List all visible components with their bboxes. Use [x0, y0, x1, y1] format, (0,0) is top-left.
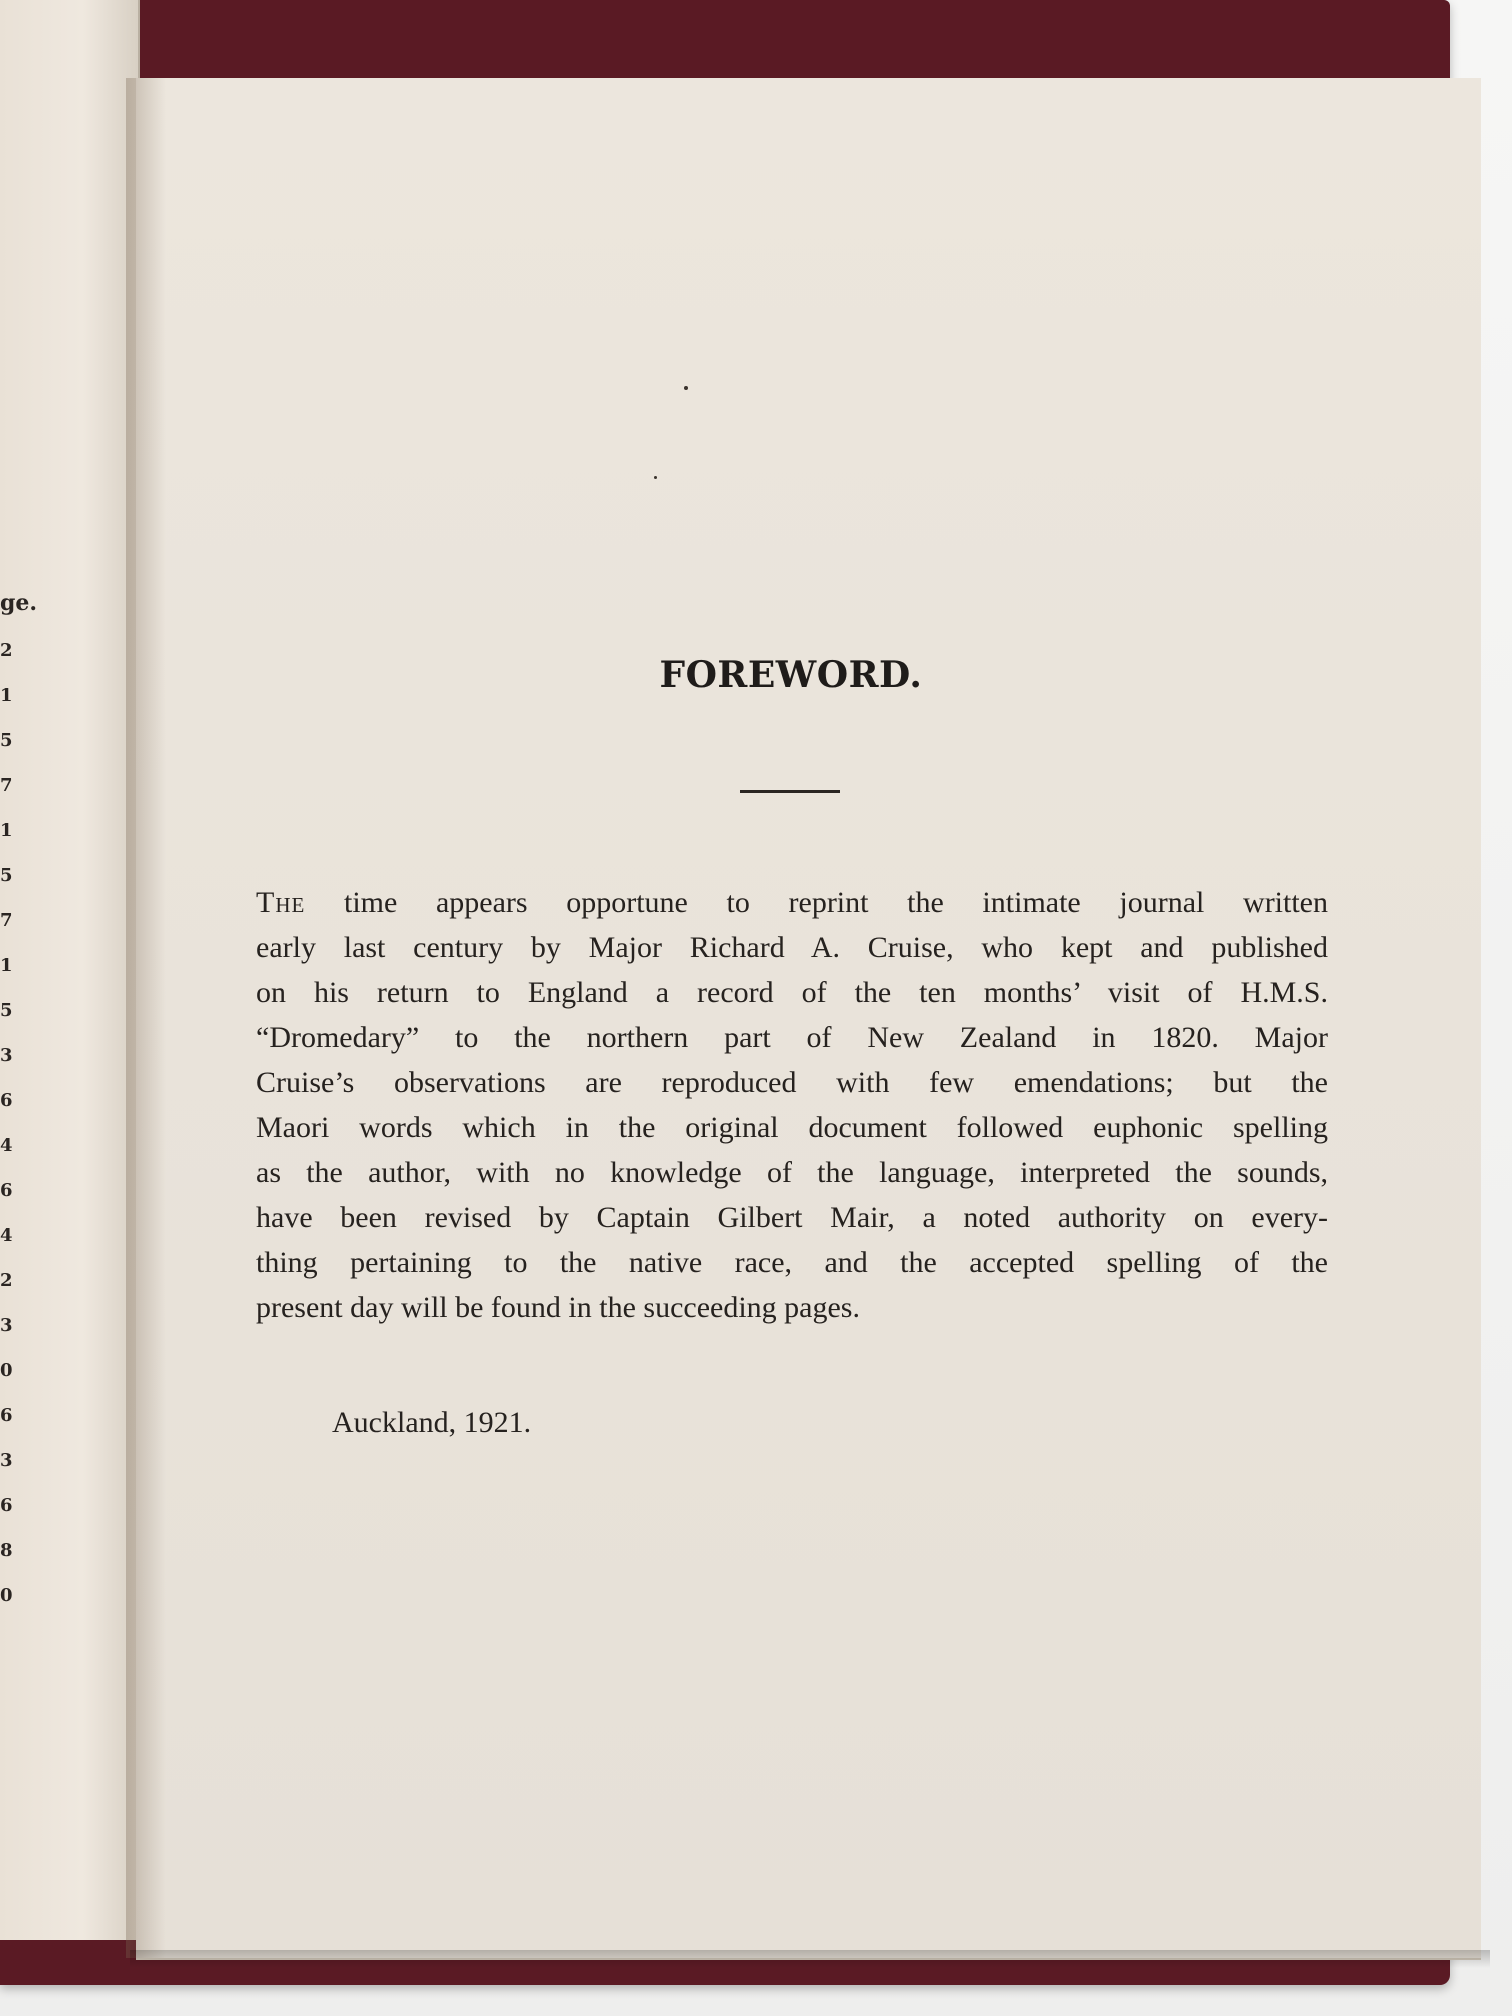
left-page-number: 5	[0, 730, 13, 751]
left-page	[0, 0, 140, 1940]
gutter-shadow	[126, 78, 166, 1958]
left-page-number: 7	[0, 910, 13, 931]
left-page-number: 7	[0, 775, 13, 796]
body-line: present day will be found in the succeeding pages.	[256, 1291, 860, 1324]
foreword-body	[256, 880, 1328, 1330]
body-line: thing pertaining to the native race, and the accepted spelling of the	[256, 1246, 1328, 1279]
body-line: on his return to England a record of the ten months’ visit of H.M.S.	[256, 976, 1328, 1009]
left-page-number: 6	[0, 1180, 13, 1201]
left-page-number: 2	[0, 640, 13, 661]
left-page-number: 0	[0, 1360, 13, 1381]
left-page-number: 1	[0, 820, 13, 841]
left-page-number: 6	[0, 1405, 13, 1426]
body-line: Maori words which in the original document followed euphonic spelling	[256, 1111, 1328, 1144]
body-line: as the author, with no knowledge of the language, interpreted the sounds,	[256, 1156, 1328, 1189]
title-rule	[740, 790, 840, 793]
left-page-number: 4	[0, 1135, 13, 1156]
body-line: early last century by Major Richard A. Cruise, who kept and published	[256, 931, 1328, 964]
left-page-number: 5	[0, 1000, 13, 1021]
left-page-number: 1	[0, 685, 13, 706]
left-page-number: 0	[0, 1585, 13, 1606]
left-page-number: 8	[0, 1540, 13, 1561]
lead-word: The	[256, 886, 306, 919]
left-page-number: 6	[0, 1090, 13, 1111]
signoff: Auckland, 1921.	[332, 1406, 532, 1439]
paper-speck	[684, 386, 688, 390]
body-line: have been revised by Captain Gilbert Mair, a noted authority on every-	[256, 1201, 1328, 1234]
left-page-number: 1	[0, 955, 13, 976]
body-line: The time appears opportune to reprint the intimate journal written	[256, 886, 1328, 919]
page-bottom-shadow	[130, 1950, 1490, 1968]
left-page-number: 3	[0, 1045, 13, 1066]
left-page-number: 3	[0, 1315, 13, 1336]
paper-speck	[654, 476, 657, 479]
body-line: “Dromedary” to the northern part of New Zealand in 1820. Major	[256, 1021, 1328, 1054]
left-page-fragment: ge.	[0, 590, 38, 616]
left-page-number: 5	[0, 865, 13, 886]
left-page-number: 4	[0, 1225, 13, 1246]
left-page-number: 3	[0, 1450, 13, 1471]
left-page-number: 6	[0, 1495, 13, 1516]
foreword-page	[136, 78, 1481, 1960]
left-page-number: 2	[0, 1270, 13, 1291]
body-line: Cruise’s observations are reproduced with few emendations; but the	[256, 1066, 1328, 1099]
page-title: FOREWORD.	[659, 654, 923, 696]
